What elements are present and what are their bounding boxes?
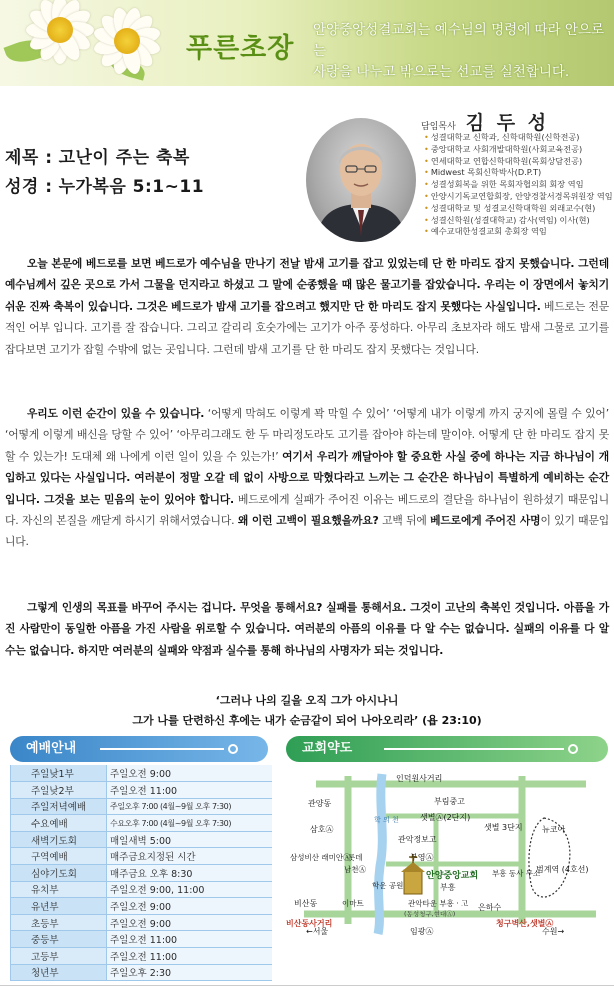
map-label: 범계역 (4호선) bbox=[536, 865, 589, 874]
table-row: 주일낮1부 주일오전 9:00 bbox=[11, 765, 273, 782]
header-title: 푸른초장 bbox=[186, 33, 295, 64]
scripture-quote-line: 그가 나를 단련하신 후에는 내가 순금같이 되어 나아오리라’ (욥 23:10) bbox=[132, 714, 482, 727]
map-label: 관양동 bbox=[308, 799, 332, 808]
credential-item: • 성결신학원(성결대학교) 감사(역임) 이사(현) bbox=[424, 214, 590, 225]
daisy-icon bbox=[92, 6, 162, 76]
title-text: 고난이 주는 축복 bbox=[58, 148, 190, 168]
divider bbox=[100, 748, 224, 750]
credential-item: • 성결대학교 및 성결교신학대학원 외래교수(현) bbox=[424, 202, 596, 213]
sermon-scripture bbox=[5, 172, 204, 197]
map-header bbox=[286, 736, 608, 762]
map-label: 이마트 bbox=[342, 899, 364, 908]
sermon-paragraph-2: 우리도 이런 순간이 있을 수 있습니다. ‘어떻게 막혀도 이렇게 꽉 막힐 수 있어’ ‘어떻게 내가 이렇게 까지 궁지에 몰릴 수 있어’ ‘어떻게 이렇게 배신을 당할 수 있어’ ‘아무리그래도 한 두 마리정도라도 고기를 잡아야 하는데 말이야. 어떻게 단 한 마리도 잡지 못할 수 있는가! 도대체 왜 나에게 이런 일이 있을 수 있는가!’ 여기서 우리가 깨달아야 할 중요한 사실 중에 하나는 지금 하나님이 개입하고 있다는 사실입니다. 여러분이 정말 오갈 데 없이 사방으로 막혔다라고 느끼는 그 순간은 하나님이 특별하게 예비하는 순간입니다. 그것을 보는 믿음의 눈이 있어야 합니다. 베드로에게 실패가 주어진 이유는 베드로의 결단을 하나님이 원하셨기 때문입니다. 자신의 본질을 깨닫게 하시기 위해서였습니다. 왜 이런 고백이 필요했을까요? 고백 뒤에 베드로에게 주어진 사명이 있기 때문입니다. bbox=[5, 407, 610, 549]
credential-item: • 안양시기독교연합회장, 안양경찰서경목위원장 역임 bbox=[424, 190, 613, 201]
table-row: 새벽기도회 매일새벽 5:00 bbox=[11, 831, 273, 848]
circle-icon bbox=[228, 744, 238, 754]
church-map bbox=[286, 766, 612, 936]
divider bbox=[0, 985, 614, 986]
table-row: 유년부 주일오전 9:00 bbox=[11, 898, 273, 915]
credential-item: • 연세대학교 연합신학대학원(목회상담전공) bbox=[424, 155, 583, 166]
map-label: (동성청구,현대Ⓐ) bbox=[404, 910, 456, 918]
table-row: 유치부 주일오전 9:00, 11:00 bbox=[11, 881, 273, 898]
table-row: 초등부 주일오전 9:00 bbox=[11, 914, 273, 931]
daisy-icon bbox=[20, 0, 100, 70]
page-header bbox=[0, 0, 614, 86]
table-row: 고등부 주일오전 11:00 bbox=[11, 948, 273, 965]
circle-icon bbox=[568, 744, 578, 754]
map-label: 은하수 bbox=[478, 903, 502, 912]
map-label: 삼성비산 래미안Ⓐ bbox=[290, 853, 351, 862]
map-label: 관악타운 부흥 · 고 bbox=[408, 899, 469, 908]
divider bbox=[384, 748, 564, 750]
pastor-photo bbox=[306, 118, 416, 242]
table-row: 수요예배 수요오후 7:00 (4월~9월 오후 7:30) bbox=[11, 815, 273, 832]
pastor-name-row bbox=[421, 108, 549, 135]
map-label: 부흥 bbox=[440, 883, 456, 892]
map-label: 롯데 bbox=[348, 853, 363, 862]
table-row: 주일저녁예배 주일오후 7:00 (4월~9월 오후 7:30) bbox=[11, 798, 273, 815]
map-label: 부영Ⓐ bbox=[410, 853, 434, 862]
table-row: 주일낮2부 주일오전 11:00 bbox=[11, 782, 273, 799]
sermon-title bbox=[5, 143, 190, 168]
schedule-header bbox=[10, 736, 268, 762]
map-label: 인덕원사거리 bbox=[396, 774, 443, 783]
credential-item: • 중앙대학교 사회개발대학원(사회교육전공) bbox=[424, 143, 583, 154]
map-label: 부흥 동사 무소 bbox=[492, 869, 541, 878]
scripture-text: 누가복음 5:1~11 bbox=[58, 177, 205, 197]
map-label: ←서울 bbox=[306, 927, 329, 936]
table-row: 중등부 주일오전 11:00 bbox=[11, 931, 273, 948]
table-row: 청년부 주일오후 2:30 bbox=[11, 964, 273, 981]
table-row: 심야기도회 매주금요 오후 8:30 bbox=[11, 865, 273, 882]
pastor-credentials bbox=[424, 132, 614, 238]
pastor-role: 담임목사 bbox=[421, 122, 456, 132]
credential-item: • 성결성회복을 위한 목회자협의회 회장 역임 bbox=[424, 179, 584, 190]
title-label: 제목 : bbox=[5, 148, 53, 168]
slogan-line: 사랑을 나누고 밖으로는 선교를 실천합니다. bbox=[313, 64, 570, 80]
sermon-paragraph-3: 그렇게 인생의 목표를 바꾸어 주시는 겁니다. 무엇을 통해서요? 실패를 통해서요. 그것이 고난의 축복인 것입니다. 아픔을 가진 사람만이 동일한 아픔을 가진 사람을 위로할 수 있습니다. 여러분의 아픔의 이유를 다 알 수는 없습니다. 실패의 이유를 다 알 수는 없습니다. 하지만 여러분의 실패와 약점과 실수를 통해 하나님의 사명자가 되는 것입니다. bbox=[5, 601, 609, 657]
map-label: 부림중고 bbox=[434, 797, 465, 806]
credential-item: • Midwest 목회신학박사(D.P.T) bbox=[424, 167, 542, 178]
sermon-paragraph-1: 오늘 본문에 베드로를 보면 베드로가 예수님을 만나기 전날 밤새 고기를 잡고 있었는데 단 한 마리도 잡지 못했습니다. 그런데 예수님께서 깊은 곳으로 가서 그물을 던지라고 하셨고 그 말에 순종했을 때 많은 물고기를 잡았습니다. 우리는 이 장면에서 놓치기 쉬운 진짜 축복이 있습니다. 그것은 베드로가 밤새 고기를 잡으려고 했지만 단 한 마리도 잡지 못했다는 사실입니다. 베드로는 전문적인 어부 입니다. 고기를 잘 잡습니다. 그리고 갈리리 호숫가에는 고기가 아주 풍성하다. 아무리 초보자라 해도 밤새 그물로 고기를 잡다보면 고기가 잡힐 수밖에 없는 곳입니다. 그런데 밤새 고기를 단 한 마리도 잡지 못했다는 것입니다. bbox=[5, 257, 609, 356]
scripture-quote-line: ‘그러나 나의 길을 오직 그가 아시나니 bbox=[215, 694, 399, 707]
map-label: 샛별 3단지 bbox=[484, 823, 523, 832]
credential-item: • 예수교대한성결교회 총회장 역임 bbox=[424, 226, 547, 237]
map-label: 청구벽산,샛별Ⓐ bbox=[496, 919, 554, 928]
map-label: 임광Ⓐ bbox=[410, 927, 434, 936]
map-label: 삼호Ⓐ bbox=[310, 825, 334, 834]
map-label: 학 의 천 bbox=[374, 816, 399, 824]
map-title: 교회약도 bbox=[302, 741, 353, 756]
map-label: 수원→ bbox=[542, 927, 565, 936]
pastor-name: 김 두 성 bbox=[465, 112, 550, 134]
map-label: 남천Ⓐ bbox=[344, 865, 366, 874]
map-label: 뉴코아 bbox=[542, 825, 566, 834]
map-label: 관악정보고 bbox=[398, 835, 437, 844]
credential-item: • 성결대학교 신학과, 신학대학원(신학전공) bbox=[424, 132, 580, 142]
worship-schedule-table bbox=[10, 765, 272, 981]
scripture-label: 성경 : bbox=[5, 177, 53, 197]
schedule-title: 예배안내 bbox=[26, 741, 77, 756]
church-label: 안양중앙교회 bbox=[426, 871, 479, 881]
header-slogan bbox=[313, 20, 613, 83]
map-label: 학운 공원 bbox=[372, 881, 404, 890]
map-label: 비산동 bbox=[294, 899, 318, 908]
slogan-line: 안양중앙성결교회는 예수님의 명령에 따라 안으로는 bbox=[313, 22, 605, 59]
map-label: 샛별Ⓐ(2단지) bbox=[420, 813, 471, 822]
table-row: 구역예배 매주금요지정된 시간 bbox=[11, 848, 273, 865]
map-label: 비산동사거리 bbox=[286, 919, 333, 928]
